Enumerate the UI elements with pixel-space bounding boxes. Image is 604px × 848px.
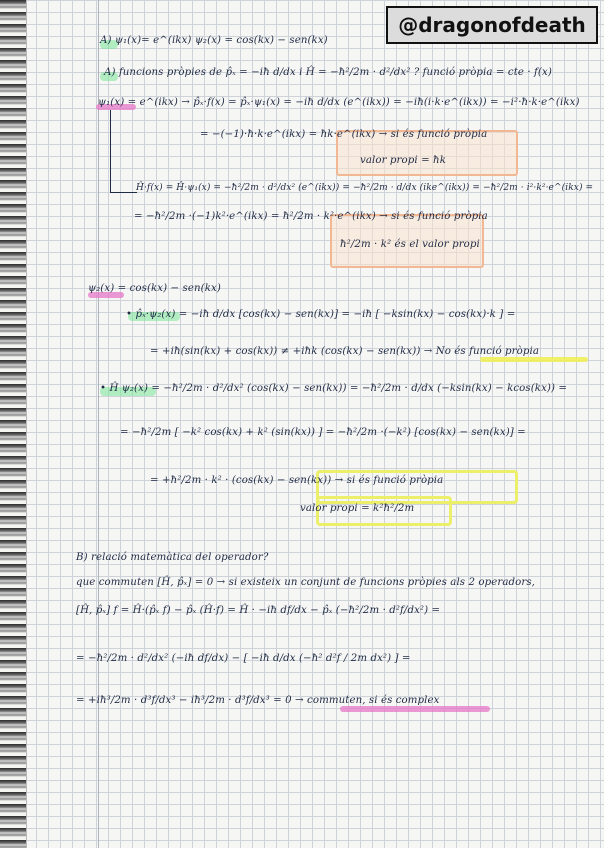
line-commute-criterion: que commuten [Ĥ, p̂ₓ] = 0 → si existeix un conjunt de funcions pròpies als 2 operadors, [76,577,536,588]
line-psi2-def: ψ₂(x) = cos(kx) − sen(kx) [88,283,221,294]
line-px-result: = −(−1)·ħ·k·e^(ikx) = ħk·e^(ikx) → si és funció pròpia [200,129,488,140]
line-h-psi2: • Ĥ ψ₂(x) = −ħ²/2m · d²/dx² (cos(kx) − sen(kx)) = −ħ²/2m · d/dx (−ksin(kx) − kcos(kx)) = [100,383,568,394]
line-h-psi1: Ĥ·f(x) = Ĥ·ψ₁(x) = −ħ²/2m · d²/dx² (e^(ikx)) = −ħ²/2m · d/dx (ike^(ikx)) = −ħ²/2m · i²·k²·e^(ikx) = [136,183,594,193]
margin-line [98,0,99,848]
line-h-psi2-eigenvalue: valor propi = k²ħ²/2m [300,503,415,514]
line-h-eigenvalue: ħ²/2m · k² és el valor propi [340,239,480,250]
line-commutator-step: = −ħ²/2m · d²/dx² (−iħ df/dx) − [ −iħ d/dx (−ħ² d²f / 2m dx²) ] = [76,653,411,664]
line-h-psi2-result: = +ħ²/2m · k² · (cos(kx) − sen(kx)) → si és funció pròpia [150,475,444,486]
line-px-eigenvalue: valor propi = ħk [360,155,446,166]
line-question-b: B) relació matemàtica del operador? [76,552,269,563]
line-px-psi1: ψ₁(x) = e^(ikx) → p̂ₓ·f(x) = p̂ₓ·ψ₁(x) = −iħ d/dx (e^(ikx)) = −iħ(i·k·e^(ikx)) = −i²·ħ·k·e^(ikx) [98,97,580,108]
line-h-psi2-step: = −ħ²/2m [ −k² cos(kx) + k² (sin(kx)) ] = −ħ²/2m ·(−k²) [cos(kx) − sen(kx)] = [120,427,526,438]
line-h-result: = −ħ²/2m ·(−1)k²·e^(ikx) = ħ²/2m · k²·e^(ikx) → si és funció pròpia [134,211,488,222]
line-commutator: [Ĥ, p̂ₓ] f = Ĥ·(p̂ₓ f) − p̂ₓ (Ĥ·f) = Ĥ · −iħ df/dx − p̂ₓ (−ħ²/2m · d²f/dx²) = [76,605,441,616]
line-px-psi2-result: = +iħ(sin(kx) + cos(kx)) ≠ +iħk (cos(kx) − sen(kx)) → No és funció pròpia [150,346,540,357]
line-functions: A) ψ₁(x)= e^(ikx) ψ₂(x) = cos(kx) − sen(kx) [100,35,328,46]
line-question-a: A) funcions pròpies de p̂ₓ = −iħ d/dx i Ĥ = −ħ²/2m · d²/dx² ? funció pròpia = cte · f(x) [104,67,552,78]
line-commutator-result: = +iħ³/2m · d³f/dx³ − iħ³/2m · d³f/dx³ = 0 → commuten, si és complex [76,695,440,706]
line-px-psi2: • p̂ₓ·ψ₂(x) = −iħ d/dx [cos(kx) − sen(kx)] = −iħ [ −ksin(kx) − cos(kx)·k ] = [126,309,516,320]
bracket-arrow-1 [110,110,137,193]
watermark-handle: @dragonofdeath [386,6,598,44]
spiral-binding [0,0,27,848]
